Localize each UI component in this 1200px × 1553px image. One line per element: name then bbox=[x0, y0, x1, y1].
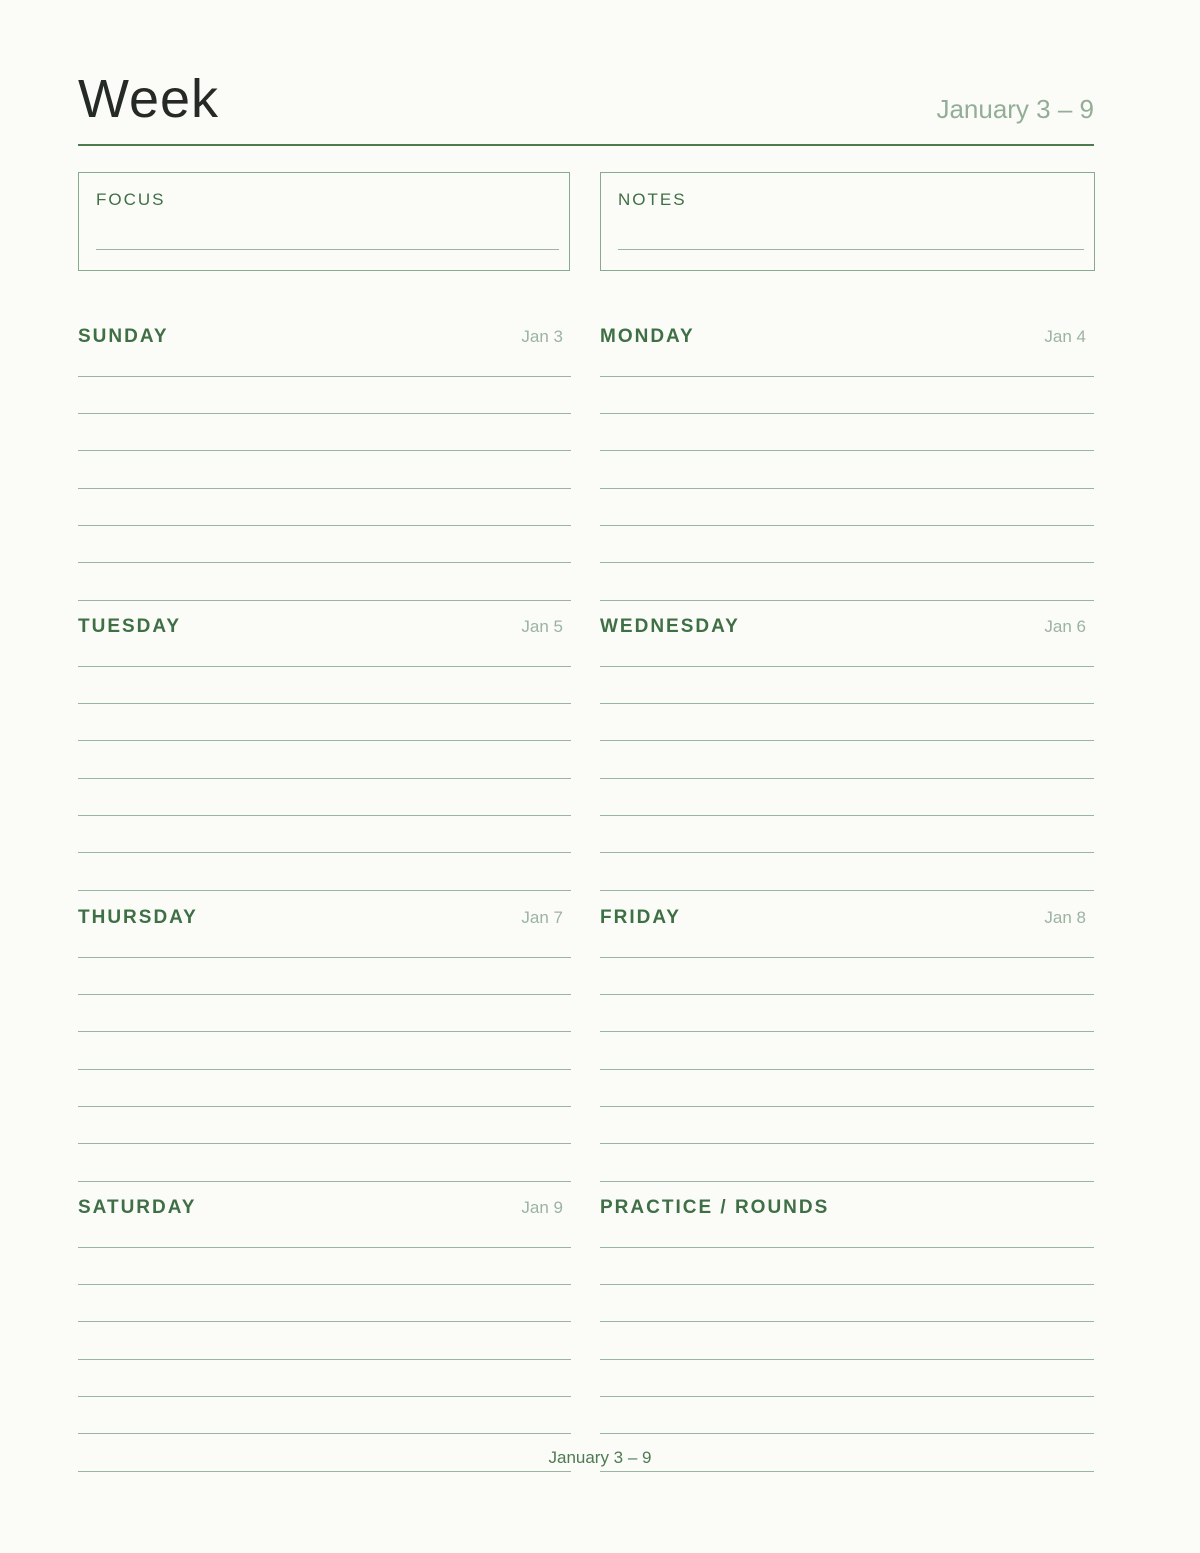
writing-line[interactable] bbox=[600, 778, 1094, 779]
day-name: WEDNESDAY bbox=[600, 616, 740, 637]
writing-line[interactable] bbox=[600, 740, 1094, 741]
notes-box bbox=[600, 172, 1095, 271]
writing-line[interactable] bbox=[600, 1471, 1094, 1472]
writing-line[interactable] bbox=[600, 1359, 1094, 1360]
writing-line[interactable] bbox=[78, 994, 571, 995]
day-name: TUESDAY bbox=[78, 616, 182, 637]
writing-line[interactable] bbox=[600, 1396, 1094, 1397]
day-section-saturday bbox=[78, 1181, 571, 1471]
writing-line[interactable] bbox=[78, 1143, 571, 1144]
writing-line[interactable] bbox=[78, 488, 571, 489]
writing-line[interactable] bbox=[78, 703, 571, 704]
writing-line[interactable] bbox=[600, 994, 1094, 995]
notes-label: NOTES bbox=[618, 190, 687, 209]
writing-line[interactable] bbox=[600, 1106, 1094, 1107]
writing-line[interactable] bbox=[600, 525, 1094, 526]
writing-line[interactable] bbox=[78, 852, 571, 853]
writing-line[interactable] bbox=[78, 1247, 571, 1248]
writing-line[interactable] bbox=[600, 957, 1094, 958]
writing-line[interactable] bbox=[78, 1284, 571, 1285]
writing-line[interactable] bbox=[600, 1069, 1094, 1070]
footer-date-range: January 3 – 9 bbox=[548, 1448, 652, 1467]
day-section-thursday bbox=[78, 891, 571, 1181]
writing-line[interactable] bbox=[78, 1106, 571, 1107]
notes-writing-line[interactable] bbox=[618, 249, 1084, 250]
focus-label: FOCUS bbox=[96, 190, 166, 209]
writing-line[interactable] bbox=[78, 778, 571, 779]
writing-line[interactable] bbox=[600, 703, 1094, 704]
focus-box bbox=[78, 172, 570, 271]
day-section-practice-rounds bbox=[600, 1181, 1094, 1471]
writing-line[interactable] bbox=[78, 376, 571, 377]
writing-line[interactable] bbox=[78, 1359, 571, 1360]
writing-line[interactable] bbox=[600, 450, 1094, 451]
day-section-friday bbox=[600, 891, 1094, 1181]
writing-line[interactable] bbox=[600, 562, 1094, 563]
title-divider bbox=[78, 144, 1094, 146]
writing-line[interactable] bbox=[78, 450, 571, 451]
writing-line[interactable] bbox=[78, 666, 571, 667]
writing-line[interactable] bbox=[600, 488, 1094, 489]
writing-line[interactable] bbox=[600, 1284, 1094, 1285]
writing-line[interactable] bbox=[600, 666, 1094, 667]
writing-line[interactable] bbox=[600, 1143, 1094, 1144]
writing-line[interactable] bbox=[600, 1433, 1094, 1434]
writing-line[interactable] bbox=[78, 740, 571, 741]
writing-line[interactable] bbox=[600, 413, 1094, 414]
writing-line[interactable] bbox=[600, 1247, 1094, 1248]
writing-line[interactable] bbox=[600, 1321, 1094, 1322]
writing-line[interactable] bbox=[78, 525, 571, 526]
day-date: Jan 8 bbox=[1044, 908, 1086, 927]
writing-line[interactable] bbox=[78, 1396, 571, 1397]
writing-line[interactable] bbox=[600, 852, 1094, 853]
writing-line[interactable] bbox=[78, 1321, 571, 1322]
page-title: Week bbox=[78, 69, 220, 129]
writing-line[interactable] bbox=[78, 1471, 571, 1472]
day-name: THURSDAY bbox=[78, 907, 198, 928]
day-date: Jan 6 bbox=[1044, 617, 1086, 636]
writing-line[interactable] bbox=[600, 1031, 1094, 1032]
writing-line[interactable] bbox=[600, 815, 1094, 816]
day-name: FRIDAY bbox=[600, 907, 681, 928]
writing-line[interactable] bbox=[600, 376, 1094, 377]
day-section-tuesday bbox=[78, 600, 571, 890]
day-date: Jan 7 bbox=[521, 908, 563, 927]
writing-line[interactable] bbox=[78, 1433, 571, 1434]
day-name: SATURDAY bbox=[78, 1197, 197, 1218]
writing-line[interactable] bbox=[78, 1069, 571, 1070]
day-date: Jan 5 bbox=[521, 617, 563, 636]
focus-writing-line[interactable] bbox=[96, 249, 559, 250]
writing-line[interactable] bbox=[78, 1031, 571, 1032]
day-name: MONDAY bbox=[600, 326, 695, 347]
day-section-sunday bbox=[78, 310, 571, 600]
day-date: Jan 3 bbox=[521, 327, 563, 346]
writing-line[interactable] bbox=[78, 562, 571, 563]
day-section-monday bbox=[600, 310, 1094, 600]
day-name: SUNDAY bbox=[78, 326, 169, 347]
writing-line[interactable] bbox=[78, 957, 571, 958]
writing-line[interactable] bbox=[78, 815, 571, 816]
day-date: Jan 9 bbox=[521, 1198, 563, 1217]
day-name: PRACTICE / ROUNDS bbox=[600, 1197, 830, 1218]
day-section-wednesday bbox=[600, 600, 1094, 890]
day-date: Jan 4 bbox=[1044, 327, 1086, 346]
date-range: January 3 – 9 bbox=[936, 94, 1094, 124]
writing-line[interactable] bbox=[78, 413, 571, 414]
